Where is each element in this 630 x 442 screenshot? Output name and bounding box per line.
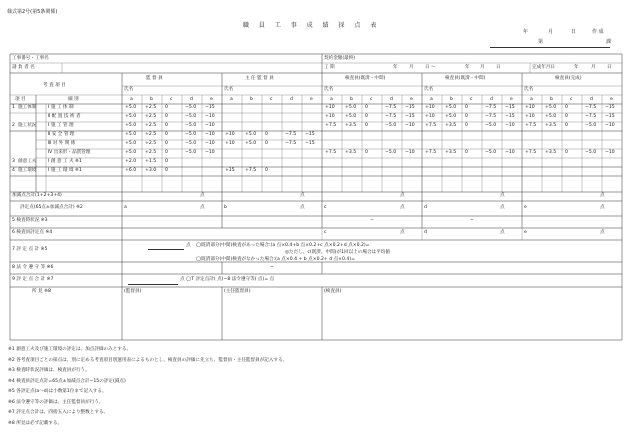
- row-item-name: 創意工夫: [18, 159, 37, 164]
- kensa-ave-ten-1: 点: [400, 230, 405, 235]
- score-cell: 0: [465, 114, 468, 119]
- formula-note: ◎ただし、c(既済、中間)が1回以上の場合は平均値: [285, 250, 390, 255]
- kantoku-label: 監 督 員: [146, 76, 163, 81]
- score-cell: +2.5: [145, 141, 157, 146]
- row-item-name: 施工体制: [18, 105, 37, 110]
- kensa-jokyo-dash-2: −: [470, 218, 474, 223]
- score-cell: +5.0: [545, 114, 557, 119]
- score-cell: 0: [265, 141, 268, 146]
- score-cell: −15: [605, 114, 615, 119]
- name-kensa1: 氏名: [324, 87, 334, 92]
- score-cell: +2.5: [145, 123, 157, 128]
- grade-letter-header: c: [170, 97, 173, 102]
- grade-letter-header: d: [390, 97, 393, 102]
- row-item-number: 3: [12, 159, 15, 164]
- formula-without-interim: ◯既済部分(中間)検査がなかった場合:(a 点×0.4 + b 点×0.2+ d 点×0.4)=: [196, 257, 355, 262]
- grade-letter-header: b: [150, 97, 153, 102]
- score-cell: +5.0: [445, 105, 457, 110]
- grade-letter-header: e: [510, 97, 513, 102]
- grade-letter-header: e: [210, 97, 213, 102]
- row-item-number: 2: [12, 123, 15, 128]
- score-cell: +5.0: [245, 132, 257, 137]
- grade-letter-header: e: [610, 97, 613, 102]
- score-cell: −5.0: [585, 150, 597, 155]
- score-cell: 0: [165, 132, 168, 137]
- grade-letter-header: d: [490, 97, 493, 102]
- score-cell: +7.5: [245, 168, 257, 173]
- footnote: ※6 法令遵守等の評価は、主任監督員が行う。: [8, 399, 104, 405]
- score-cell: +7.5: [425, 150, 437, 155]
- score-cell: +5.0: [345, 114, 357, 119]
- kensa-final-label: 検査員(完成): [555, 76, 582, 81]
- grade-letter-header: d: [290, 97, 293, 102]
- score-cell: −5.0: [185, 123, 197, 128]
- grade-letter-header: a: [530, 97, 533, 102]
- grade-letter-header: a: [330, 97, 333, 102]
- hyoutei-b: b: [224, 205, 227, 210]
- score-cell: 0: [265, 168, 268, 173]
- section-label: 第: [538, 39, 544, 45]
- completion-year: 年: [574, 65, 579, 70]
- score-cell: 0: [465, 150, 468, 155]
- score-cell: +10: [325, 105, 335, 110]
- grade-letter-header: b: [350, 97, 353, 102]
- row-detail-name: Ⅲ 対 外 関 係: [48, 141, 76, 146]
- score-cell: −15: [305, 132, 315, 137]
- shoken-kantoku: (監督員): [124, 289, 142, 294]
- score-cell: −10: [605, 150, 615, 155]
- score-cell: +3.0: [145, 168, 157, 173]
- period-year: 年: [393, 65, 398, 70]
- score-cell: +2.5: [145, 105, 157, 110]
- grade-letter-header: b: [450, 97, 453, 102]
- score-cell: +3.5: [545, 123, 557, 128]
- score-cell: +3.5: [445, 150, 457, 155]
- footnote: ※5 各評定点(a〜d)は小数第1位まで記入する。: [8, 389, 107, 394]
- score-cell: +5.0: [125, 105, 137, 110]
- score-cell: −5.0: [385, 150, 397, 155]
- score-cell: −15: [405, 114, 415, 119]
- score-cell: +3.5: [445, 123, 457, 128]
- score-cell: +2.5: [145, 150, 157, 155]
- score-cell: −5.0: [485, 123, 497, 128]
- score-cell: −7.5: [585, 114, 597, 119]
- score-cell: +10: [525, 105, 535, 110]
- score-cell: 0: [465, 105, 468, 110]
- kensa-mid1-label: 検査員(既済・中間): [345, 76, 386, 81]
- score-cell: −7.5: [285, 141, 297, 146]
- score-cell: −15: [405, 105, 415, 110]
- score-cell: −5.0: [185, 150, 197, 155]
- score-cell: −10: [505, 123, 515, 128]
- score-cell: −10: [205, 123, 215, 128]
- period-label: 工 期: [324, 65, 335, 70]
- score-cell: −5.0: [185, 141, 197, 146]
- score-cell: +7.5: [325, 123, 337, 128]
- score-cell: −15: [505, 114, 515, 119]
- grade-letter-header: e: [410, 97, 413, 102]
- score-cell: 0: [165, 150, 168, 155]
- score-cell: −7.5: [285, 132, 297, 137]
- kensa-ave-d: d: [424, 230, 427, 235]
- score-cell: +5.0: [125, 141, 137, 146]
- name-kensa3: 氏名: [524, 87, 534, 92]
- score-cell: +5.0: [125, 114, 137, 119]
- hyoutei-total-formula: 点 ◯T 評定点計( 点)−8 法令遵守等( 点)= 点: [180, 277, 275, 282]
- grade-letter-header: a: [230, 97, 233, 102]
- houki-label: 8 法 令 遵 守 等 ※6: [12, 265, 54, 270]
- score-cell: −10: [405, 150, 415, 155]
- kasan-ten-5: 点: [600, 193, 605, 198]
- footnote: ※2 各考査項目ごとの採点は、別に定める考査項目別運用表によるものとし、検査員の評価に先立ち、監督員・主任監督員が記入する。: [8, 357, 288, 363]
- score-cell: −10: [405, 123, 415, 128]
- date-year: 年: [523, 29, 529, 35]
- score-cell: +10: [325, 114, 335, 119]
- page-title: 職 員 工 事 成 績 採 点 表: [243, 22, 381, 29]
- contract-amount-label: 契約金額(最終): [324, 56, 356, 61]
- grade-letter-header: a: [130, 97, 133, 102]
- score-cell: +3.5: [345, 123, 357, 128]
- completion-month: 月: [591, 65, 596, 70]
- contractor-label: 請 負 者 名: [12, 65, 35, 70]
- score-cell: +3.5: [545, 150, 557, 155]
- name-kensa2: 氏名: [424, 87, 434, 92]
- score-cell: −7.5: [585, 105, 597, 110]
- name-kantoku: 氏名: [124, 87, 134, 92]
- kensa-jokyo-dash-1: −: [370, 218, 374, 223]
- score-cell: 0: [365, 123, 368, 128]
- score-cell: −10: [205, 132, 215, 137]
- hyoutei-d: d: [424, 205, 427, 210]
- col-detail-header: 細 別: [68, 97, 79, 102]
- score-cell: +5.0: [125, 123, 137, 128]
- score-cell: −5.0: [485, 150, 497, 155]
- score-cell: +6.0: [125, 168, 137, 173]
- hyoutei-e: e: [524, 205, 527, 210]
- score-cell: −10: [205, 114, 215, 119]
- date-suffix: 作 成: [592, 29, 604, 35]
- name-shunin: 氏名: [224, 87, 234, 92]
- score-cell: +7.5: [525, 150, 537, 155]
- footnote: ※8 所見は必ず記載する。: [8, 420, 63, 426]
- score-cell: 0: [565, 105, 568, 110]
- kensa-ave-ten-2: 点: [500, 230, 505, 235]
- row-item-number: 4: [12, 168, 15, 173]
- period-day-end: 日: [496, 65, 501, 70]
- footnote: ※7 評定点合計は、四捨五入により整数とする。: [8, 410, 109, 415]
- score-cell: 0: [165, 123, 168, 128]
- score-cell: 0: [465, 123, 468, 128]
- grade-letter-header: a: [430, 97, 433, 102]
- score-cell: −7.5: [385, 105, 397, 110]
- score-cell: 0: [365, 114, 368, 119]
- grade-letter-header: e: [310, 97, 313, 102]
- score-cell: −15: [305, 141, 315, 146]
- score-cell: +10: [225, 141, 235, 146]
- hyoutei-kei-ten: 点: [186, 243, 191, 248]
- hyoutei-a: a: [124, 205, 127, 210]
- grade-letter-header: d: [190, 97, 193, 102]
- shoken-kensa: (検査員): [324, 289, 342, 294]
- kensa-jokyo-label: 5 検査時状況 ※3: [12, 218, 48, 223]
- kensa-ave-ten-3: 点: [600, 230, 605, 235]
- score-cell: 0: [165, 141, 168, 146]
- score-cell: +5.0: [125, 150, 137, 155]
- date-day: 日: [571, 29, 577, 35]
- score-cell: 0: [265, 132, 268, 137]
- kensa-mid2-label: 検査員(既済・中間): [445, 76, 486, 81]
- row-detail-name: Ⅱ 安 全 管 理: [48, 132, 75, 137]
- row-item-number: 1: [12, 105, 15, 110]
- period-year-end: 年: [465, 65, 470, 70]
- shoken-label: 所 見 ※8: [32, 289, 51, 294]
- grade-letter-header: c: [570, 97, 573, 102]
- period-day: 日 〜: [425, 65, 436, 70]
- completion-day: 日: [607, 65, 612, 70]
- score-cell: 0: [565, 150, 568, 155]
- score-cell: −7.5: [485, 114, 497, 119]
- score-cell: +10: [525, 114, 535, 119]
- grade-letter-header: c: [370, 97, 373, 102]
- kousa-label: 考 査 項 目: [43, 83, 66, 88]
- hyoutei-total-underline: [128, 284, 178, 285]
- col-item-header: 項 目: [15, 97, 26, 102]
- hyoutei-c: c: [324, 205, 327, 210]
- score-cell: −15: [205, 105, 215, 110]
- row-detail-name: Ⅱ 配 置 技 術 者: [48, 114, 81, 119]
- score-cell: +15: [225, 168, 235, 173]
- score-cell: −5.0: [185, 132, 197, 137]
- score-cell: +10: [225, 132, 235, 137]
- score-cell: 0: [165, 159, 168, 164]
- shoken-shunin: (主任監督員): [224, 289, 251, 294]
- houki-dash: −: [270, 265, 274, 270]
- score-cell: −5.0: [185, 114, 197, 119]
- hyoutei-ten-4: 点: [500, 205, 505, 210]
- score-cell: +7.5: [525, 123, 537, 128]
- kasan-ten-3: 点: [400, 193, 405, 198]
- score-cell: +5.0: [125, 132, 137, 137]
- creator-label: 課: [606, 39, 612, 45]
- hyoutei-label: 評定点(65点±加減点合計) ※2: [20, 205, 83, 210]
- hyoutei-kei-label: 7 評 定 点 計 ※5: [12, 247, 48, 252]
- score-cell: +2.0: [125, 159, 137, 164]
- grade-letter-header: c: [470, 97, 473, 102]
- score-cell: +3.5: [345, 150, 357, 155]
- score-cell: −15: [605, 105, 615, 110]
- footnote: ※3 検査時状況評価は、検査員が行う。: [8, 368, 90, 373]
- hyoutei-ten-5: 点: [600, 205, 605, 210]
- score-cell: +10: [425, 105, 435, 110]
- score-cell: −10: [205, 141, 215, 146]
- grade-letter-header: b: [250, 97, 253, 102]
- row-detail-name: Ⅰ 施 工 管 理: [48, 123, 74, 128]
- grade-letter-header: b: [550, 97, 553, 102]
- shunin-label: 主 任 監 督 員: [245, 76, 274, 81]
- score-cell: 0: [565, 123, 568, 128]
- score-cell: +5.0: [345, 105, 357, 110]
- hyoutei-ten-1: 点: [200, 205, 205, 210]
- completion-label: 完成年月日: [532, 65, 555, 70]
- period-month-end: 月: [480, 65, 485, 70]
- score-cell: +5.0: [545, 105, 557, 110]
- creator-underline: [490, 47, 610, 48]
- score-cell: +2.5: [145, 132, 157, 137]
- hyoutei-ten-2: 点: [300, 205, 305, 210]
- score-cell: +10: [425, 114, 435, 119]
- kasan-ten-1: 点: [200, 193, 205, 198]
- score-cell: +7.5: [325, 150, 337, 155]
- score-cell: −10: [605, 123, 615, 128]
- grade-letter-header: d: [590, 97, 593, 102]
- score-cell: +1.5: [145, 159, 157, 164]
- score-cell: −5.0: [385, 123, 397, 128]
- score-cell: −15: [505, 105, 515, 110]
- row-detail-name: Ⅰ 施 工 環 境 ※1: [48, 168, 82, 173]
- kasan-ten-4: 点: [500, 193, 505, 198]
- score-cell: −10: [505, 150, 515, 155]
- footnote: ※4 検査員評定点計=65点±加減点合計−15の評定(減点): [8, 378, 126, 384]
- footnote: ※1 創意工夫及び施工環境の評定は、加点評価のみとする。: [8, 347, 132, 352]
- score-cell: −5.0: [185, 105, 197, 110]
- row-detail-name: Ⅳ 出来形・品質管理: [48, 150, 91, 155]
- kasan-label: 加減点合計(1+2+3+4): [12, 193, 62, 198]
- score-cell: 0: [165, 105, 168, 110]
- kensa-ave-label: 6 検査員評定点 ※4: [12, 230, 53, 235]
- kensa-ave-c: c: [324, 230, 327, 235]
- score-cell: +5.0: [245, 141, 257, 146]
- date-month: 月: [548, 29, 554, 35]
- score-cell: −5.0: [585, 123, 597, 128]
- form-label: 様式第2号(第5条関係): [7, 9, 58, 15]
- score-cell: −10: [205, 150, 215, 155]
- kensa-ave-e: e: [524, 230, 527, 235]
- score-cell: −7.5: [485, 105, 497, 110]
- row-detail-name: Ⅰ 施 工 体 制: [48, 105, 74, 110]
- project-number-label: 工事番号・工事名: [12, 56, 49, 61]
- score-cell: 0: [165, 114, 168, 119]
- score-cell: 0: [165, 168, 168, 173]
- formula-with-interim: ◯既済部分(中間)検査があった場合:(a 点×0.4+b 点×0.2+c 点×0.2+d 点×0.2)=: [196, 243, 370, 248]
- kasan-ten-2: 点: [300, 193, 305, 198]
- row-item-name: 施工状況: [18, 123, 37, 128]
- grade-letter-header: c: [270, 97, 273, 102]
- score-cell: +5.0: [445, 114, 457, 119]
- row-detail-name: Ⅰ 創 意 工 夫 ※1: [48, 159, 82, 164]
- row-item-name: 施工環境: [18, 168, 37, 173]
- period-month: 月: [409, 65, 414, 70]
- score-cell: 0: [365, 105, 368, 110]
- score-cell: +7.5: [425, 123, 437, 128]
- hyoutei-kei-underline: [148, 249, 184, 250]
- score-cell: −7.5: [385, 114, 397, 119]
- score-cell: 0: [365, 150, 368, 155]
- score-cell: 0: [565, 114, 568, 119]
- score-cell: +2.5: [145, 114, 157, 119]
- hyoutei-total-label: 9 評 定 点 合 計 ※7: [12, 277, 54, 282]
- hyoutei-ten-3: 点: [400, 205, 405, 210]
